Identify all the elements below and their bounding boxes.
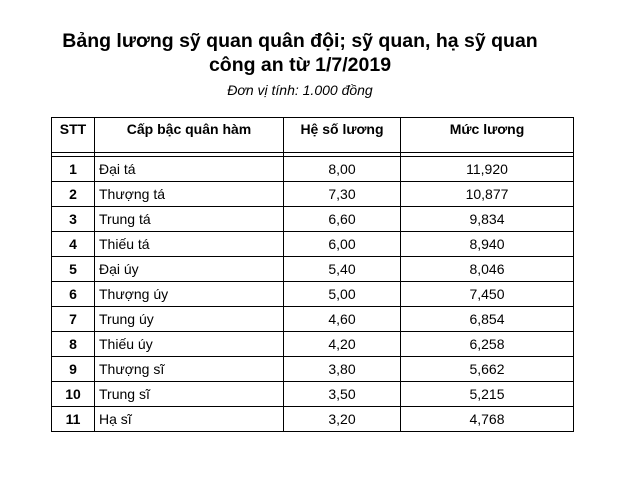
table-row: [52, 232, 574, 257]
cell-stt: 2: [52, 182, 95, 207]
cell-rank: Đại tá: [95, 157, 284, 182]
table-body: [52, 153, 574, 432]
cell-salary: 11,920: [401, 157, 574, 182]
table-row: [52, 382, 574, 407]
cell-stt: 1: [52, 157, 95, 182]
header-stt: STT: [52, 118, 95, 153]
cell-rank: Đại úy: [95, 257, 284, 282]
cell-rank: Trung úy: [95, 307, 284, 332]
cell-stt: 3: [52, 207, 95, 232]
cell-stt: 4: [52, 232, 95, 257]
cell-coefficient: 4,60: [284, 307, 401, 332]
table-header-row: [52, 118, 574, 153]
cell-salary: 8,046: [401, 257, 574, 282]
cell-rank: Trung sĩ: [95, 382, 284, 407]
salary-table: [51, 117, 574, 432]
table-row: [52, 332, 574, 357]
unit-note: Đơn vị tính: 1.000 đồng: [227, 82, 373, 98]
cell-salary: 7,450: [401, 282, 574, 307]
cell-stt: 11: [52, 407, 95, 432]
cell-salary: 6,258: [401, 332, 574, 357]
cell-salary: 6,854: [401, 307, 574, 332]
cell-salary: 9,834: [401, 207, 574, 232]
cell-salary: 5,215: [401, 382, 574, 407]
cell-coefficient: 5,40: [284, 257, 401, 282]
cell-salary: 10,877: [401, 182, 574, 207]
cell-rank: Thiếu úy: [95, 332, 284, 357]
cell-coefficient: 3,80: [284, 357, 401, 382]
cell-stt: 9: [52, 357, 95, 382]
cell-coefficient: 6,60: [284, 207, 401, 232]
cell-coefficient: 4,20: [284, 332, 401, 357]
cell-rank: Thượng tá: [95, 182, 284, 207]
cell-coefficient: 7,30: [284, 182, 401, 207]
cell-rank: Thiếu tá: [95, 232, 284, 257]
cell-rank: Thượng úy: [95, 282, 284, 307]
document-title-line-1: Bảng lương sỹ quan quân đội; sỹ quan, hạ sỹ quan: [62, 30, 538, 52]
cell-coefficient: 3,20: [284, 407, 401, 432]
cell-stt: 7: [52, 307, 95, 332]
table-row: [52, 257, 574, 282]
cell-coefficient: 5,00: [284, 282, 401, 307]
cell-stt: 8: [52, 332, 95, 357]
table-row: [52, 282, 574, 307]
table-row: [52, 157, 574, 182]
table-row: [52, 407, 574, 432]
cell-salary: 8,940: [401, 232, 574, 257]
table-row: [52, 182, 574, 207]
cell-stt: 5: [52, 257, 95, 282]
cell-salary: 5,662: [401, 357, 574, 382]
document-title-line-2: công an từ 1/7/2019: [208, 54, 392, 76]
cell-rank: Trung tá: [95, 207, 284, 232]
cell-rank: Hạ sĩ: [95, 407, 284, 432]
table-row: [52, 207, 574, 232]
table-row: [52, 357, 574, 382]
header-rank: Cấp bậc quân hàm: [95, 118, 284, 153]
header-coefficient: Hệ số lương: [284, 118, 401, 153]
cell-stt: 6: [52, 282, 95, 307]
table-row: [52, 307, 574, 332]
cell-rank: Thượng sĩ: [95, 357, 284, 382]
cell-coefficient: 3,50: [284, 382, 401, 407]
cell-salary: 4,768: [401, 407, 574, 432]
cell-coefficient: 6,00: [284, 232, 401, 257]
cell-coefficient: 8,00: [284, 157, 401, 182]
header-salary: Mức lương: [401, 118, 574, 153]
cell-stt: 10: [52, 382, 95, 407]
